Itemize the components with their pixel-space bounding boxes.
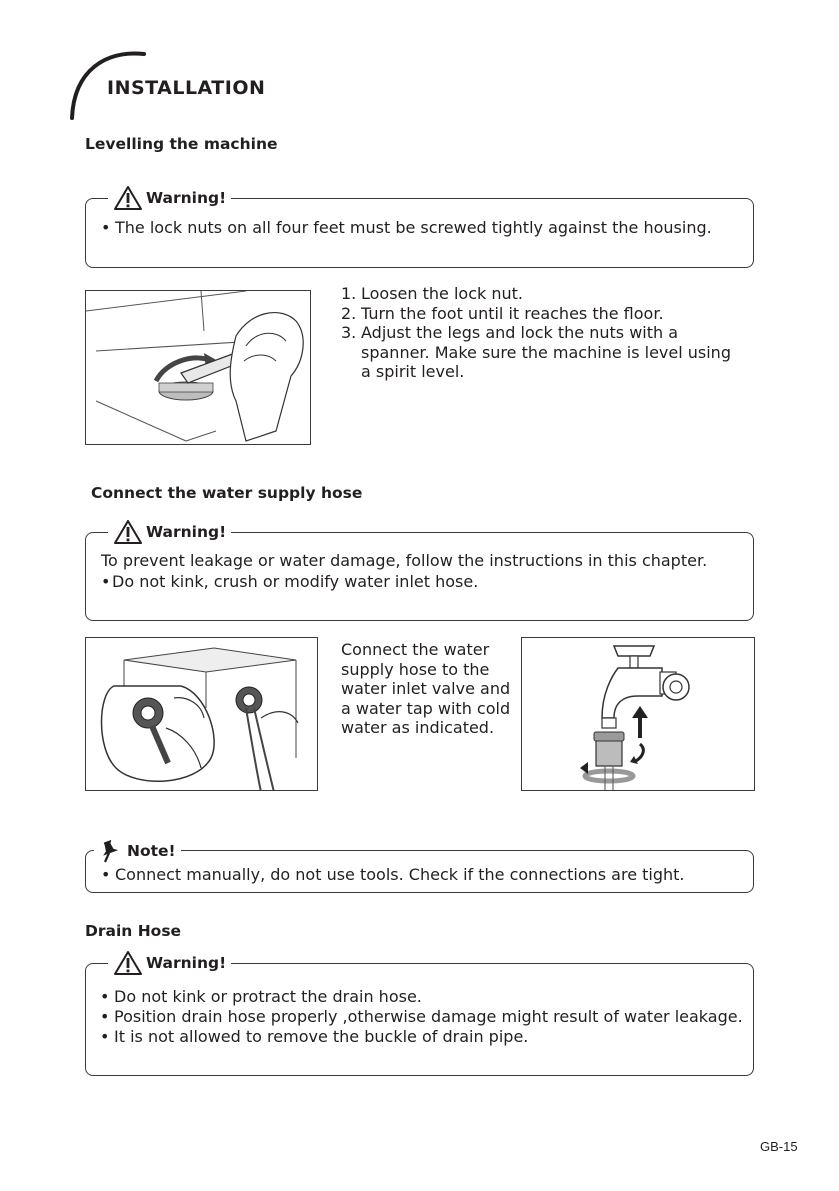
warning-bullet: • Do not kink or protract the drain hose. bbox=[100, 987, 422, 1006]
warning-bullet: • Do not kink, crush or modify water inlet hose. bbox=[101, 572, 479, 591]
warning-body bbox=[101, 218, 743, 238]
warning-body bbox=[101, 551, 743, 592]
note-box bbox=[85, 842, 754, 893]
note-tab bbox=[94, 838, 181, 864]
warning-tab bbox=[108, 519, 231, 545]
levelling-illustration bbox=[85, 290, 311, 445]
page-title: INSTALLATION bbox=[107, 77, 266, 99]
warning-label: Warning! bbox=[146, 523, 227, 541]
note-body bbox=[101, 865, 743, 885]
spanner-foot-drawing bbox=[86, 291, 311, 445]
step-item: 3. Adjust the legs and lock the nuts with a spanner. Make sure the machine is level using a spirit level. bbox=[341, 323, 731, 381]
step-item: 2. Turn the foot until it reaches the floor. bbox=[341, 303, 664, 323]
section-heading-drain-hose: Drain Hose bbox=[85, 922, 182, 940]
levelling-steps-list bbox=[341, 284, 731, 382]
tap-illustration bbox=[521, 637, 755, 791]
section-heading-levelling: Levelling the machine bbox=[85, 135, 278, 153]
warning-bullet: • The lock nuts on all four feet must be screwed tightly against the housing. bbox=[101, 218, 712, 237]
warning-intro: To prevent leakage or water damage, follow the instructions in this chapter. bbox=[101, 551, 708, 570]
warning-bullet: • It is not allowed to remove the buckle of drain pipe. bbox=[100, 1027, 529, 1046]
page-number: GB-15 bbox=[760, 1139, 798, 1154]
warning-triangle-icon bbox=[113, 950, 143, 976]
warning-body bbox=[100, 987, 743, 1047]
tap-drawing bbox=[522, 638, 755, 791]
water-supply-description: Connect the water supply hose to the water inlet valve and a water tap with cold water as indicated. bbox=[341, 640, 511, 737]
warning-triangle-icon bbox=[113, 185, 143, 211]
warning-tab bbox=[108, 950, 231, 976]
levelling-warning-box bbox=[85, 189, 754, 268]
note-label: Note! bbox=[127, 842, 176, 860]
drain-warning-box bbox=[85, 954, 754, 1076]
warning-tab bbox=[108, 185, 231, 211]
inlet-valve-drawing bbox=[86, 638, 318, 791]
pushpin-icon bbox=[99, 839, 121, 863]
warning-label: Warning! bbox=[146, 954, 227, 972]
section-heading-water-supply: Connect the water supply hose bbox=[91, 484, 363, 502]
step-item: 1. Loosen the lock nut. bbox=[341, 284, 523, 303]
inlet-valve-illustration bbox=[85, 637, 318, 791]
water-supply-warning-box bbox=[85, 523, 754, 621]
warning-bullet: • Position drain hose properly ,otherwise damage might result of water leakage. bbox=[100, 1007, 743, 1026]
warning-triangle-icon bbox=[113, 519, 143, 545]
warning-label: Warning! bbox=[146, 189, 227, 207]
note-bullet: • Connect manually, do not use tools. Check if the connections are tight. bbox=[101, 865, 685, 884]
